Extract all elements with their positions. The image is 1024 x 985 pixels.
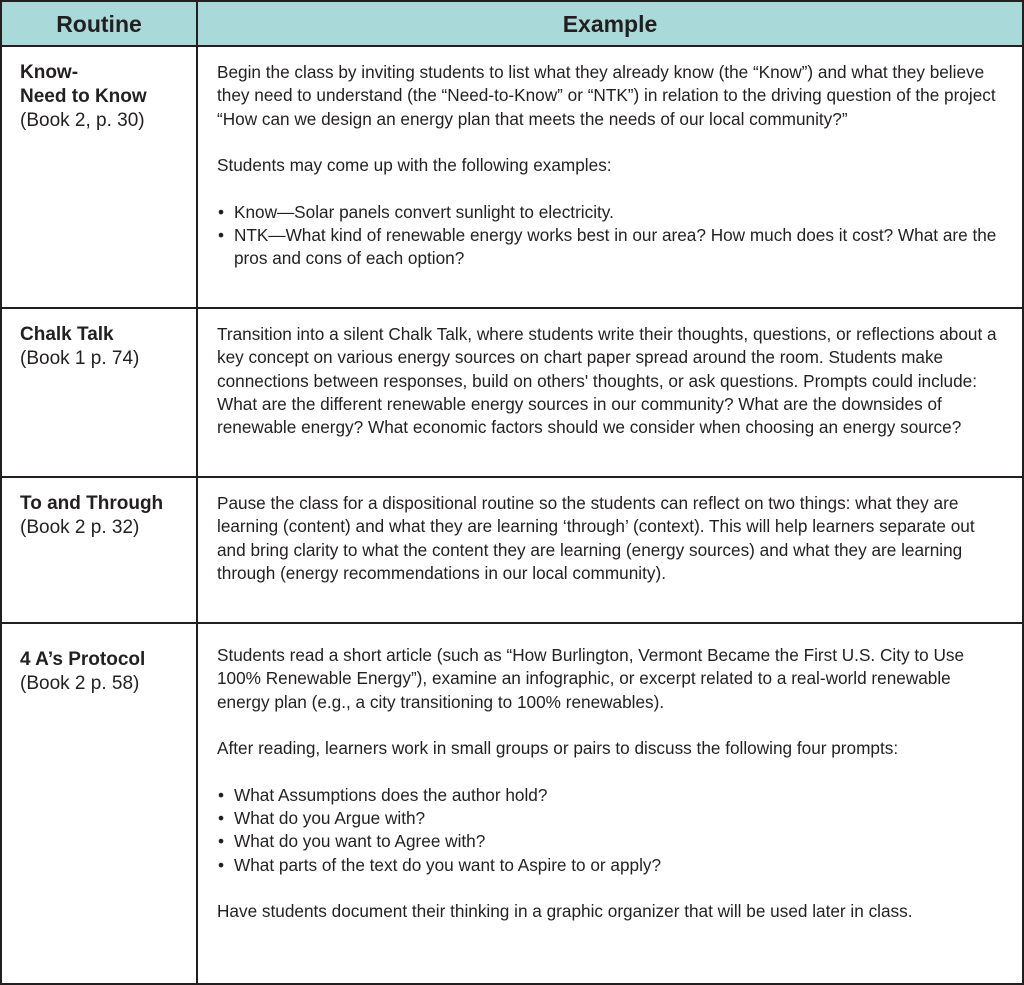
- routine-book-reference: (Book 1 p. 74): [20, 348, 140, 369]
- example-bullet-list: [217, 784, 1002, 877]
- routine-title: [20, 492, 163, 540]
- bullet-item: [217, 784, 1002, 807]
- bullet-icon: •: [218, 201, 225, 222]
- example-paragraph: Students may come up with the following examples:: [217, 155, 612, 176]
- routine-book-reference: (Book 2 p. 32): [20, 517, 140, 538]
- example-cell: [198, 478, 1022, 622]
- bullet-icon: •: [218, 831, 225, 852]
- table-row-chalk-talk: [2, 309, 1022, 478]
- table-row-know-need-to-know: [2, 47, 1022, 309]
- routine-cell: [2, 624, 198, 983]
- routine-book-reference: (Book 2, p. 30): [20, 110, 145, 131]
- bullet-text: What parts of the text do you want to Aspire to or apply?: [234, 854, 662, 875]
- bullet-item: [217, 830, 1002, 853]
- example-content: [217, 492, 1002, 585]
- example-cell: [198, 624, 1022, 983]
- example-content: [217, 323, 1002, 439]
- example-cell: [198, 309, 1022, 476]
- routine-title-line-1: 4 A’s Protocol: [20, 649, 146, 670]
- routine-title-line-1: Chalk Talk: [20, 324, 114, 345]
- example-bullet-list: [217, 201, 1002, 271]
- bullet-text: What Assumptions does the author hold?: [234, 784, 548, 805]
- example-content: [217, 61, 1002, 271]
- example-paragraph: Pause the class for a dispositional routine so the students can reflect on two things: what they are learning (content) and what they are learning ‘through’ (context). This will help learners separate out and bring clarity to what the content they are learning (energy sources) and what they are learning through (energy recommendations in our local community).: [217, 493, 975, 583]
- bullet-item: [217, 807, 1002, 830]
- header-cell-routine: [2, 2, 198, 45]
- bullet-icon: •: [218, 784, 225, 805]
- routine-title-line-1: Know-: [20, 62, 79, 83]
- example-content: [217, 644, 1002, 924]
- routine-cell: [2, 309, 198, 476]
- routine-cell: [2, 47, 198, 307]
- routine-cell: [2, 478, 198, 622]
- example-cell: [198, 47, 1022, 307]
- routine-title: [20, 61, 147, 133]
- header-example-label: Example: [562, 11, 658, 37]
- table-header-row: [2, 2, 1022, 47]
- example-paragraph: Begin the class by inviting students to list what they already know (the “Know”) and what they believe they need to understand (the “Need-to-Know” or “NTK”) in relation to the driving question of the project “How can we design an energy plan that meets the needs of our local community?”: [217, 62, 996, 129]
- routine-title: [20, 648, 145, 696]
- example-paragraph: Students read a short article (such as “How Burlington, Vermont Became the First U.S. City to Use 100% Renewable Energy”), examine an infographic, or excerpt related to a real-world renewable energy plan (e.g., a city transitioning to 100% renewables).: [217, 645, 965, 712]
- bullet-item: [217, 854, 1002, 877]
- example-closing-paragraph: Have students document their thinking in a graphic organizer that will be used later in class.: [217, 901, 913, 922]
- bullet-icon: •: [218, 808, 225, 829]
- bullet-text: What do you want to Agree with?: [234, 831, 486, 852]
- table-row-4-as-protocol: [2, 624, 1022, 983]
- table-row-to-and-through: [2, 478, 1022, 624]
- bullet-item: [217, 201, 1002, 224]
- bullet-icon: •: [218, 225, 225, 246]
- routine-book-reference: (Book 2 p. 58): [20, 673, 140, 694]
- example-paragraph: Transition into a silent Chalk Talk, where students write their thoughts, questions, or reflections about a key concept on various energy sources on chart paper spread around the room. Students make connections between responses, build on others' thoughts, or ask questions. Prompts could include: What are the different renewable energy sources in our community? What are the downsides of renewable energy? What economic factors should we consider when choosing an energy source?: [217, 324, 997, 438]
- routine-title-line-2: Need to Know: [20, 86, 147, 107]
- bullet-icon: •: [218, 854, 225, 875]
- bullet-text: What do you Argue with?: [234, 808, 426, 829]
- example-paragraph: After reading, learners work in small groups or pairs to discuss the following four prompts:: [217, 738, 899, 759]
- header-cell-example: [198, 2, 1022, 45]
- header-routine-label: Routine: [56, 11, 142, 37]
- routine-title: [20, 323, 139, 371]
- routine-title-line-1: To and Through: [20, 493, 164, 514]
- bullet-item: [217, 224, 1002, 271]
- bullet-text: NTK—What kind of renewable energy works best in our area? How much does it cost? What are the pros and cons of each option?: [234, 225, 997, 269]
- bullet-text: Know—Solar panels convert sunlight to electricity.: [234, 201, 614, 222]
